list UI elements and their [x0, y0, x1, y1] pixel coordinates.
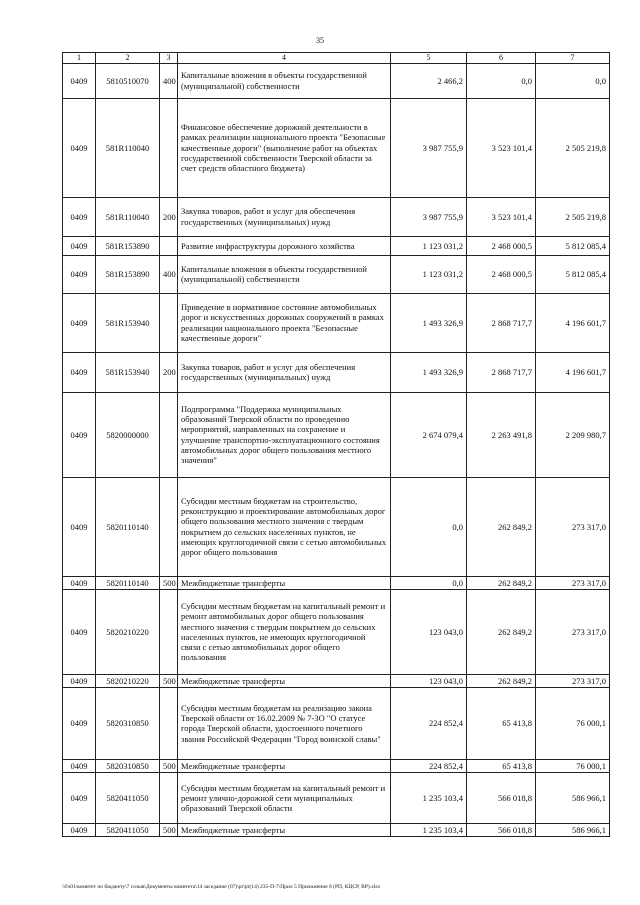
item-name-cell: Финансовое обеспечение дорожной деятельности в рамках реализации национального проекта "Безопасные качественные дороги" (выполнение работ на объектах государственной собственности Тверской области за счет средств областного бюджета)	[178, 98, 391, 197]
amount-col7-cell: 4 196 601,7	[536, 293, 610, 352]
section-cell: 0409	[63, 759, 96, 772]
amount-col5-cell: 2 674 079,4	[391, 392, 467, 477]
expense-type-cell: 200	[160, 197, 178, 236]
amount-col6-cell: 65 413,8	[467, 759, 536, 772]
table-row	[63, 759, 610, 772]
item-name-cell: Подпрограмма "Поддержка муниципальных образований Тверской области по проведению мероприятий, направленных на сохранение и улучшение транспортно-эксплуатационного состояния автомобильных дорог общего пользования местного значения"	[178, 392, 391, 477]
expense-type-cell	[160, 477, 178, 576]
section-cell: 0409	[63, 824, 96, 837]
amount-col7-cell: 2 505 219,8	[536, 197, 610, 236]
table-row	[63, 773, 610, 824]
table-row	[63, 293, 610, 352]
expense-type-cell	[160, 687, 178, 759]
section-cell: 0409	[63, 674, 96, 687]
amount-col5-cell: 224 852,4	[391, 759, 467, 772]
amount-col6-cell: 65 413,8	[467, 687, 536, 759]
target-code-cell: 581R153890	[96, 255, 160, 293]
amount-col6-cell: 2 868 717,7	[467, 293, 536, 352]
amount-col7-cell: 2 209 980,7	[536, 392, 610, 477]
expense-type-cell	[160, 236, 178, 255]
item-name-cell: Межбюджетные трансферты	[178, 759, 391, 772]
target-code-cell: 581R110040	[96, 197, 160, 236]
amount-col7-cell: 273 317,0	[536, 576, 610, 589]
amount-col6-cell: 3 523 101,4	[467, 197, 536, 236]
table-body	[63, 63, 610, 837]
file-path-footer: \\Fs01\комитет по бюджету\7 созыв\Документы комитета\14 заседание (07)\pr\pr(14) 235-П-7\Прил 5 Приложение 8 (РП, КЦСР, ВР).xlsx	[62, 884, 381, 890]
amount-col5-cell: 1 123 031,2	[391, 255, 467, 293]
section-cell: 0409	[63, 773, 96, 824]
amount-col7-cell: 586 966,1	[536, 824, 610, 837]
table-row	[63, 477, 610, 576]
section-cell: 0409	[63, 392, 96, 477]
amount-col6-cell: 566 018,8	[467, 824, 536, 837]
section-cell: 0409	[63, 197, 96, 236]
amount-col5-cell: 123 043,0	[391, 674, 467, 687]
item-name-cell: Межбюджетные трансферты	[178, 576, 391, 589]
amount-col5-cell: 0,0	[391, 576, 467, 589]
amount-col7-cell: 76 000,1	[536, 759, 610, 772]
target-code-cell: 581R153940	[96, 352, 160, 392]
header-cell-6: 6	[467, 53, 536, 64]
table-row	[63, 687, 610, 759]
table-row	[63, 576, 610, 589]
amount-col5-cell: 224 852,4	[391, 687, 467, 759]
section-cell: 0409	[63, 589, 96, 674]
header-cell-7: 7	[536, 53, 610, 64]
target-code-cell: 5820411050	[96, 773, 160, 824]
expense-type-cell: 400	[160, 255, 178, 293]
section-cell: 0409	[63, 687, 96, 759]
target-code-cell: 5820000000	[96, 392, 160, 477]
section-cell: 0409	[63, 352, 96, 392]
item-name-cell: Межбюджетные трансферты	[178, 824, 391, 837]
target-code-cell: 5820210220	[96, 674, 160, 687]
table-row	[63, 255, 610, 293]
section-cell: 0409	[63, 255, 96, 293]
amount-col5-cell: 1 235 103,4	[391, 773, 467, 824]
amount-col5-cell: 1 235 103,4	[391, 824, 467, 837]
target-code-cell: 5810510070	[96, 63, 160, 98]
expense-type-cell: 400	[160, 63, 178, 98]
amount-col6-cell: 0,0	[467, 63, 536, 98]
section-cell: 0409	[63, 63, 96, 98]
table-header	[63, 53, 610, 64]
amount-col5-cell: 3 987 755,9	[391, 197, 467, 236]
amount-col7-cell: 273 317,0	[536, 674, 610, 687]
table-row	[63, 98, 610, 197]
target-code-cell: 581R153890	[96, 236, 160, 255]
item-name-cell: Развитие инфраструктуры дорожного хозяйства	[178, 236, 391, 255]
section-cell: 0409	[63, 477, 96, 576]
amount-col6-cell: 3 523 101,4	[467, 98, 536, 197]
item-name-cell: Капитальные вложения в объекты государственной (муниципальной) собственности	[178, 63, 391, 98]
expense-type-cell: 200	[160, 352, 178, 392]
table-row	[63, 63, 610, 98]
expense-type-cell: 500	[160, 576, 178, 589]
item-name-cell: Субсидии местным бюджетам на реализацию закона Тверской области от 16.02.2009 № 7-ЗО "О статусе города Тверской области, удостоенного почетного звания Российской Федерации "Город воинской славы"	[178, 687, 391, 759]
table-row	[63, 824, 610, 837]
header-cell-5: 5	[391, 53, 467, 64]
target-code-cell: 5820210220	[96, 589, 160, 674]
header-row	[63, 53, 610, 64]
expense-type-cell: 500	[160, 759, 178, 772]
item-name-cell: Закупка товаров, работ и услуг для обеспечения государственных (муниципальных) нужд	[178, 197, 391, 236]
item-name-cell: Закупка товаров, работ и услуг для обеспечения государственных (муниципальных) нужд	[178, 352, 391, 392]
expense-type-cell: 500	[160, 824, 178, 837]
section-cell: 0409	[63, 293, 96, 352]
amount-col7-cell: 586 966,1	[536, 773, 610, 824]
item-name-cell: Субсидии местным бюджетам на капитальный ремонт и ремонт улично-дорожной сети муниципальных образований Тверской области	[178, 773, 391, 824]
amount-col7-cell: 0,0	[536, 63, 610, 98]
amount-col7-cell: 273 317,0	[536, 477, 610, 576]
table-row	[63, 197, 610, 236]
table-row	[63, 392, 610, 477]
expense-type-cell	[160, 773, 178, 824]
amount-col6-cell: 262 849,2	[467, 674, 536, 687]
table-row	[63, 589, 610, 674]
expense-type-cell	[160, 293, 178, 352]
item-name-cell: Субсидии местным бюджетам на капитальный ремонт и ремонт автомобильных дорог общего пользования местного значения с твердым покрытием до сельских населенных пунктов, не имеющих круглогодичной связи с сетью автомобильных дорог общего пользования	[178, 589, 391, 674]
amount-col7-cell: 4 196 601,7	[536, 352, 610, 392]
header-cell-2: 2	[96, 53, 160, 64]
amount-col5-cell: 1 493 326,9	[391, 352, 467, 392]
amount-col5-cell: 1 123 031,2	[391, 236, 467, 255]
amount-col5-cell: 123 043,0	[391, 589, 467, 674]
target-code-cell: 581R110040	[96, 98, 160, 197]
target-code-cell: 5820310850	[96, 687, 160, 759]
amount-col6-cell: 2 263 491,8	[467, 392, 536, 477]
target-code-cell: 5820110140	[96, 576, 160, 589]
amount-col5-cell: 0,0	[391, 477, 467, 576]
target-code-cell: 5820411050	[96, 824, 160, 837]
target-code-cell: 5820310850	[96, 759, 160, 772]
target-code-cell: 5820110140	[96, 477, 160, 576]
item-name-cell: Капитальные вложения в объекты государственной (муниципальной) собственности	[178, 255, 391, 293]
header-cell-4: 4	[178, 53, 391, 64]
target-code-cell: 581R153940	[96, 293, 160, 352]
expense-type-cell	[160, 589, 178, 674]
table-row	[63, 674, 610, 687]
amount-col7-cell: 273 317,0	[536, 589, 610, 674]
amount-col6-cell: 2 468 000,5	[467, 236, 536, 255]
expense-type-cell	[160, 392, 178, 477]
expense-type-cell	[160, 98, 178, 197]
item-name-cell: Субсидии местным бюджетам на строительство, реконструкцию и проектирование автомобильных дорог общего пользования местного значения с твердым покрытием до сельских населенных пунктов, не имеющих круглогодичной связи с сетью автомобильных дорог общего пользования	[178, 477, 391, 576]
header-cell-1: 1	[63, 53, 96, 64]
item-name-cell: Приведение в нормативное состояние автомобильных дорог и искусственных дорожных сооружений в рамках реализации национального проекта "Безопасные качественные дороги"	[178, 293, 391, 352]
table-row	[63, 236, 610, 255]
amount-col5-cell: 2 466,2	[391, 63, 467, 98]
header-cell-3: 3	[160, 53, 178, 64]
amount-col7-cell: 5 812 085,4	[536, 236, 610, 255]
amount-col6-cell: 2 868 717,7	[467, 352, 536, 392]
budget-table	[62, 52, 610, 837]
amount-col6-cell: 262 849,2	[467, 477, 536, 576]
section-cell: 0409	[63, 576, 96, 589]
amount-col5-cell: 3 987 755,9	[391, 98, 467, 197]
amount-col5-cell: 1 493 326,9	[391, 293, 467, 352]
amount-col6-cell: 262 849,2	[467, 589, 536, 674]
expense-type-cell: 500	[160, 674, 178, 687]
amount-col7-cell: 2 505 219,8	[536, 98, 610, 197]
amount-col6-cell: 566 018,8	[467, 773, 536, 824]
page-number: 35	[316, 36, 324, 45]
amount-col7-cell: 5 812 085,4	[536, 255, 610, 293]
amount-col6-cell: 262 849,2	[467, 576, 536, 589]
table-row	[63, 352, 610, 392]
amount-col7-cell: 76 000,1	[536, 687, 610, 759]
item-name-cell: Межбюджетные трансферты	[178, 674, 391, 687]
amount-col6-cell: 2 468 000,5	[467, 255, 536, 293]
section-cell: 0409	[63, 236, 96, 255]
section-cell: 0409	[63, 98, 96, 197]
